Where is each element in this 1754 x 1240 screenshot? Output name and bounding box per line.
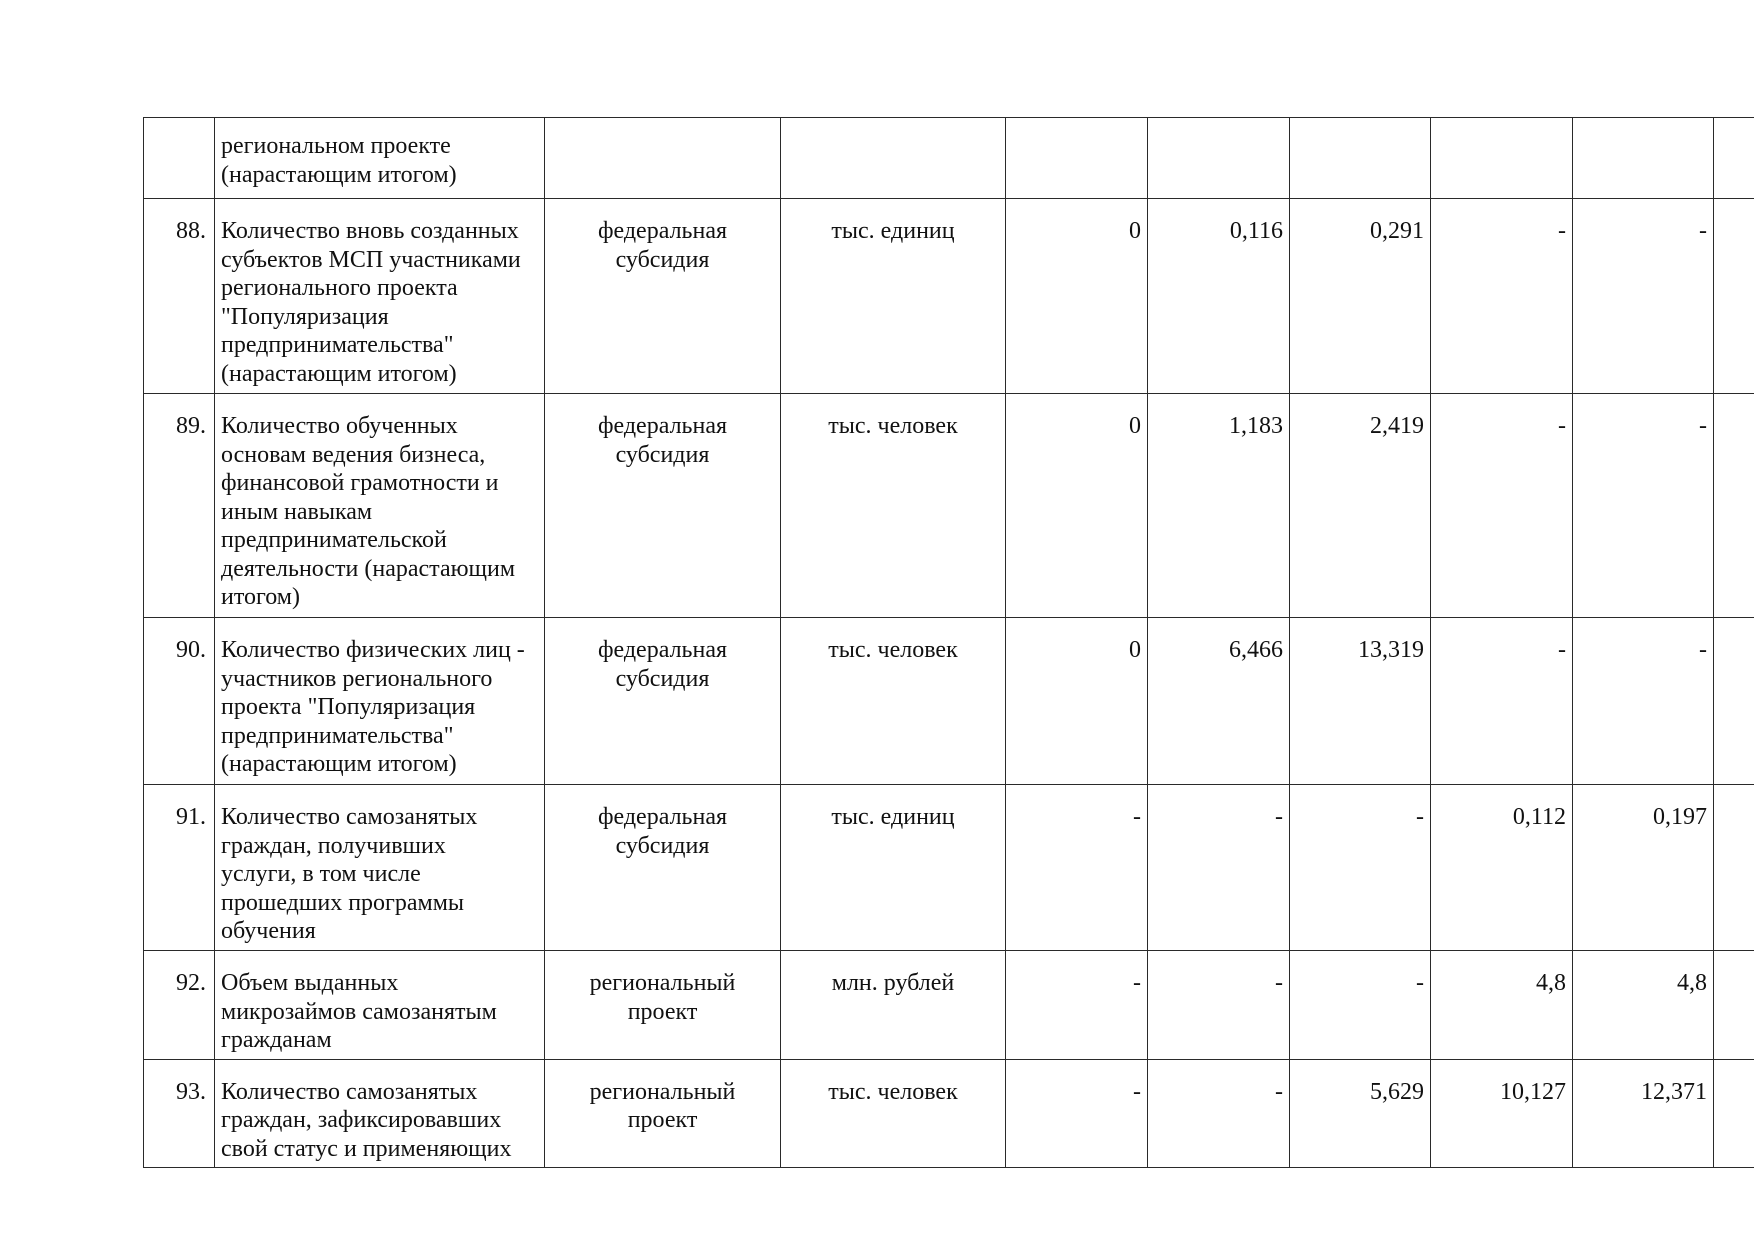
value-cell [1714,785,1754,951]
row-number [144,118,215,199]
funding-source: региональный проект [545,951,781,1060]
funding-source: федеральная субсидия [545,394,781,618]
table-row [144,199,1754,394]
indicator-name: Количество обученных основам ведения бизнеса, финансовой грамотности и иным навыкам предпринимательской деятельности (нарастающим итогом) [215,394,545,618]
funding-source: федеральная субсидия [545,785,781,951]
row-number: 91. [144,785,215,951]
value-cell: - [1006,1059,1148,1168]
value-cell: 10,127 [1431,1059,1573,1168]
indicator-name: Количество вновь созданных субъектов МСП участниками регионального проекта "Популяризация предпринимательства" (нарастающим итогом) [215,199,545,394]
value-cell: - [1431,199,1573,394]
value-cell: 0,197 [1573,785,1714,951]
value-cell [1290,118,1431,199]
unit-of-measure: тыс. человек [781,1059,1006,1168]
unit-of-measure: тыс. человек [781,394,1006,618]
value-cell: - [1148,785,1290,951]
value-cell [1431,118,1573,199]
value-cell [1714,618,1754,785]
indicator-name: региональном проекте (нарастающим итогом) [215,118,545,199]
value-cell: 0,112 [1431,785,1573,951]
value-cell: - [1573,618,1714,785]
value-cell: - [1573,394,1714,618]
value-cell: 6,466 [1148,618,1290,785]
value-cell: 13,319 [1290,618,1431,785]
unit-of-measure: тыс. человек [781,618,1006,785]
value-cell: - [1006,785,1148,951]
table-row [144,951,1754,1060]
funding-source: федеральная субсидия [545,199,781,394]
row-number: 92. [144,951,215,1060]
table-row [144,618,1754,785]
unit-of-measure [781,118,1006,199]
value-cell: 4,8 [1431,951,1573,1060]
value-cell: 4,8 [1573,951,1714,1060]
value-cell: - [1431,394,1573,618]
value-cell: - [1431,618,1573,785]
value-cell: - [1290,951,1431,1060]
indicator-name: Количество самозанятых граждан, получивших услуги, в том числе прошедших программы обучения [215,785,545,951]
value-cell: - [1148,951,1290,1060]
value-cell [1714,951,1754,1060]
value-cell: 12,371 [1573,1059,1714,1168]
value-cell: 0 [1006,618,1148,785]
value-cell [1714,1059,1754,1168]
row-number: 89. [144,394,215,618]
table-row [144,118,1754,199]
value-cell [1714,118,1754,199]
unit-of-measure: тыс. единиц [781,199,1006,394]
value-cell: 2,419 [1290,394,1431,618]
value-cell [1714,394,1754,618]
table-row [144,785,1754,951]
table-row [144,1059,1754,1168]
row-number: 88. [144,199,215,394]
indicators-table [143,117,1754,1168]
table-row [144,394,1754,618]
value-cell: 0,291 [1290,199,1431,394]
value-cell: - [1290,785,1431,951]
value-cell [1714,199,1754,394]
value-cell: - [1148,1059,1290,1168]
row-number: 90. [144,618,215,785]
value-cell [1148,118,1290,199]
unit-of-measure: млн. рублей [781,951,1006,1060]
unit-of-measure: тыс. единиц [781,785,1006,951]
indicator-name: Количество самозанятых граждан, зафиксировавших свой статус и применяющих [215,1059,545,1168]
value-cell [1006,118,1148,199]
value-cell: 0 [1006,394,1148,618]
funding-source: региональный проект [545,1059,781,1168]
funding-source [545,118,781,199]
funding-source: федеральная субсидия [545,618,781,785]
value-cell [1573,118,1714,199]
value-cell: 0 [1006,199,1148,394]
indicator-name: Объем выданных микрозаймов самозанятым гражданам [215,951,545,1060]
value-cell: - [1573,199,1714,394]
value-cell: - [1006,951,1148,1060]
row-number: 93. [144,1059,215,1168]
indicator-name: Количество физических лиц - участников регионального проекта "Популяризация предпринимательства" (нарастающим итогом) [215,618,545,785]
value-cell: 0,116 [1148,199,1290,394]
value-cell: 1,183 [1148,394,1290,618]
value-cell: 5,629 [1290,1059,1431,1168]
